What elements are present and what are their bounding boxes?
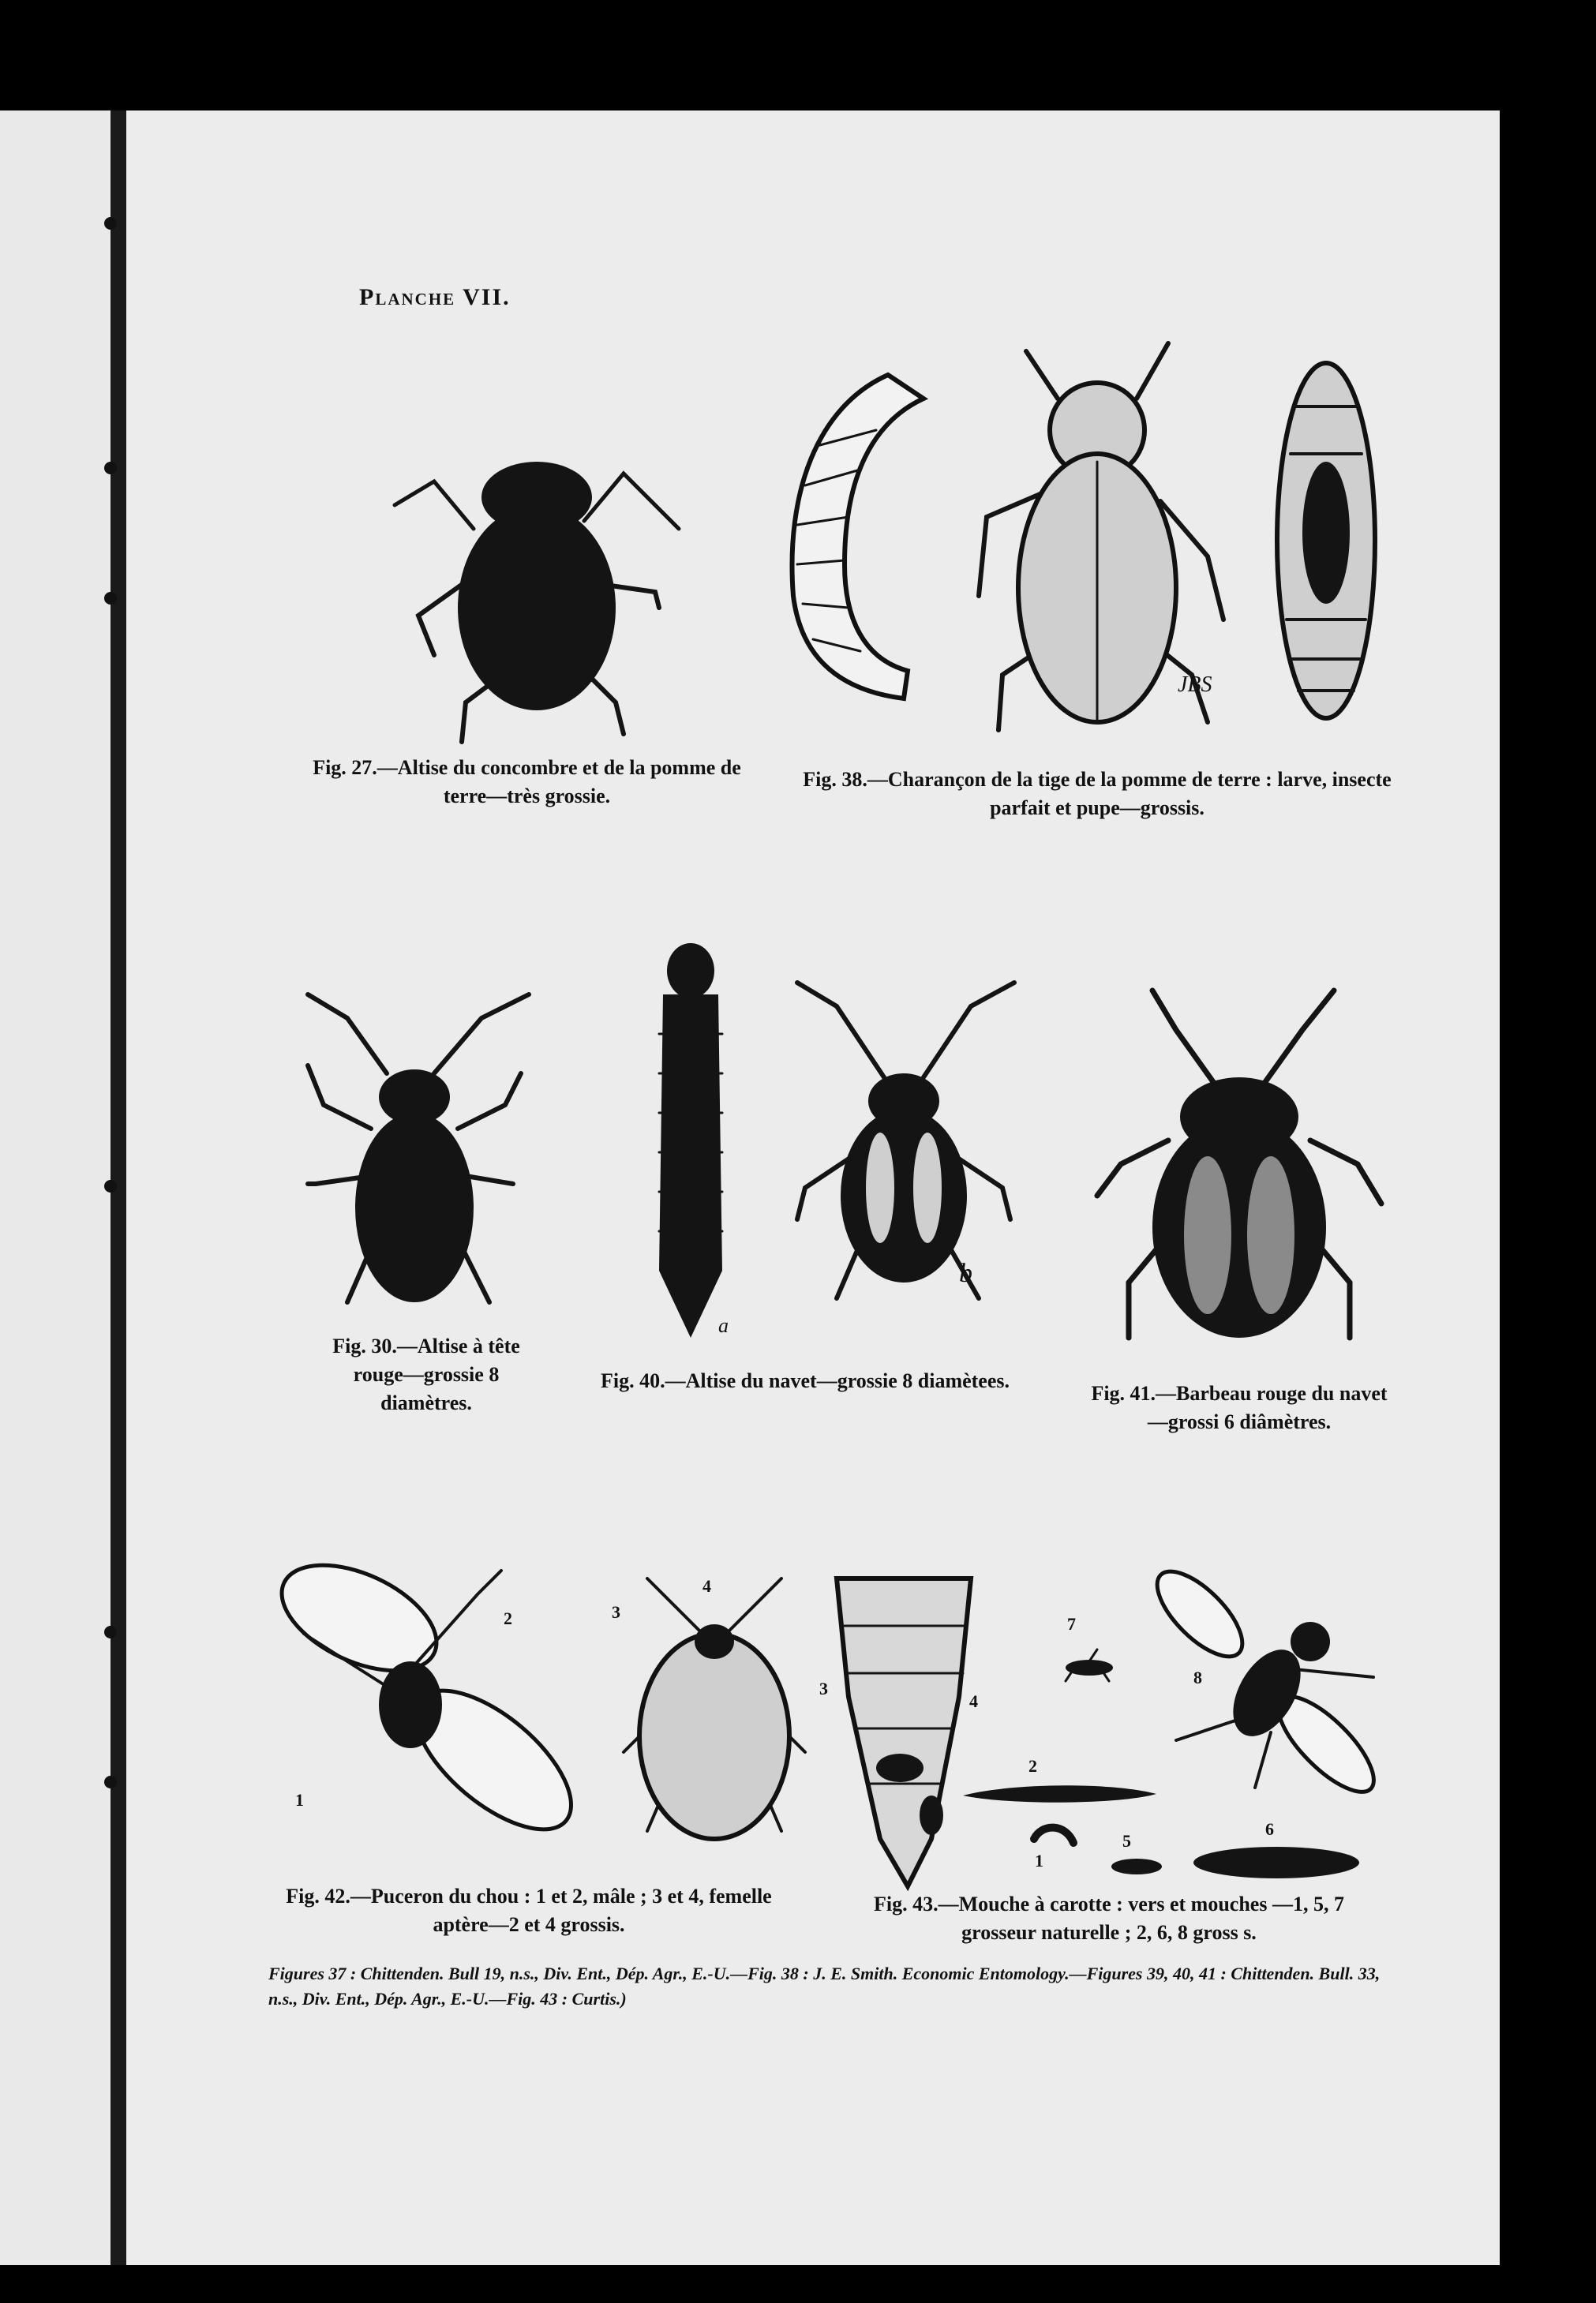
fig38-pupa-illustration xyxy=(1271,359,1381,738)
fig43-marker-4: 4 xyxy=(969,1691,978,1711)
binding-hole xyxy=(104,1776,117,1788)
fig27-beetle-illustration xyxy=(387,418,687,750)
fig38-caption: Fig. 38.—Charançon de la tige de la pomme de terre : larve, insecte parfait et pupe—grossis. xyxy=(803,768,1392,819)
fig43-marker-5: 5 xyxy=(1122,1831,1131,1851)
binding-hole xyxy=(104,1626,117,1638)
fig43-carrot-illustration xyxy=(821,1539,987,1886)
fig40-label-b: b xyxy=(959,1259,972,1288)
fig30-caption: Fig. 30.—Altise à tête rouge—grossie 8 diamètres. xyxy=(332,1335,520,1414)
binding-hole xyxy=(104,592,117,605)
fig43-marker-3: 3 xyxy=(819,1679,828,1698)
fig42-marker-3: 3 xyxy=(612,1602,620,1622)
fig43-small-fly-illustration xyxy=(1058,1646,1121,1685)
fig42-marker-1: 1 xyxy=(295,1790,304,1810)
fig38-signature: JBS xyxy=(1178,672,1212,697)
fig40-larva-illustration xyxy=(647,939,734,1342)
facing-page-edge xyxy=(0,110,111,2265)
fig41-caption: Fig. 41.—Barbeau rouge du navet —grossi 6 diâmètres. xyxy=(1091,1382,1388,1433)
fig41-beetle-illustration xyxy=(1089,983,1389,1361)
binding-hole xyxy=(104,462,117,474)
binding-hole xyxy=(104,1180,117,1193)
fig43-larva-small-illustration xyxy=(1026,1819,1081,1851)
fig43-marker-8: 8 xyxy=(1193,1668,1202,1687)
fig30-beetle-illustration xyxy=(300,987,537,1318)
fig43-pupa-small-illustration xyxy=(1109,1855,1164,1878)
plate-title: Planche VII. xyxy=(359,284,511,310)
fig42-winged-aphid-illustration xyxy=(272,1547,620,1839)
fig42-apterous-aphid-illustration xyxy=(616,1571,813,1847)
fig43-marker-7: 7 xyxy=(1067,1614,1076,1634)
fig40-label-a: a xyxy=(718,1314,729,1337)
fig27-caption: Fig. 27.—Altise du concombre et de la pomme de terre—très grossie. xyxy=(313,756,741,807)
fig43-marker-1: 1 xyxy=(1035,1851,1043,1870)
fig42-marker-4: 4 xyxy=(702,1576,711,1596)
fig43-marker-6: 6 xyxy=(1265,1819,1274,1839)
fig43-pupa-large-illustration xyxy=(1192,1843,1362,1882)
fig42-caption: Fig. 42.—Puceron du chou : 1 et 2, mâle ; 3 et 4, femelle aptère—2 et 4 grossis. xyxy=(286,1885,772,1936)
credits-line: Figures 37 : Chittenden. Bull 19, n.s., Div. Ent., Dép. Agr., E.-U.—Fig. 38 : J. E. Smith. Economic Entomology.—Figures 39, 40, 41 : Chittenden. Bull. 33, n.s., Div. Ent., Dép. Agr., E.-U.—Fig. 43 : Curtis.) xyxy=(268,1964,1381,2009)
fig43-larva-large-illustration xyxy=(959,1780,1160,1807)
fig38-larva-illustration xyxy=(770,359,935,706)
binding-hole xyxy=(104,217,117,230)
fig43-caption: Fig. 43.—Mouche à carotte : vers et mouches —1, 5, 7 grosseur naturelle ; 2, 6, 8 gross s. xyxy=(874,1893,1344,1944)
fig43-fly-illustration xyxy=(1152,1567,1389,1803)
fig40-caption: Fig. 40.—Altise du navet—grossie 8 diamètees. xyxy=(600,1369,1010,1392)
fig43-marker-2: 2 xyxy=(1028,1756,1037,1776)
fig42-marker-2: 2 xyxy=(504,1608,512,1628)
fig40-beetle-illustration xyxy=(789,975,1018,1306)
